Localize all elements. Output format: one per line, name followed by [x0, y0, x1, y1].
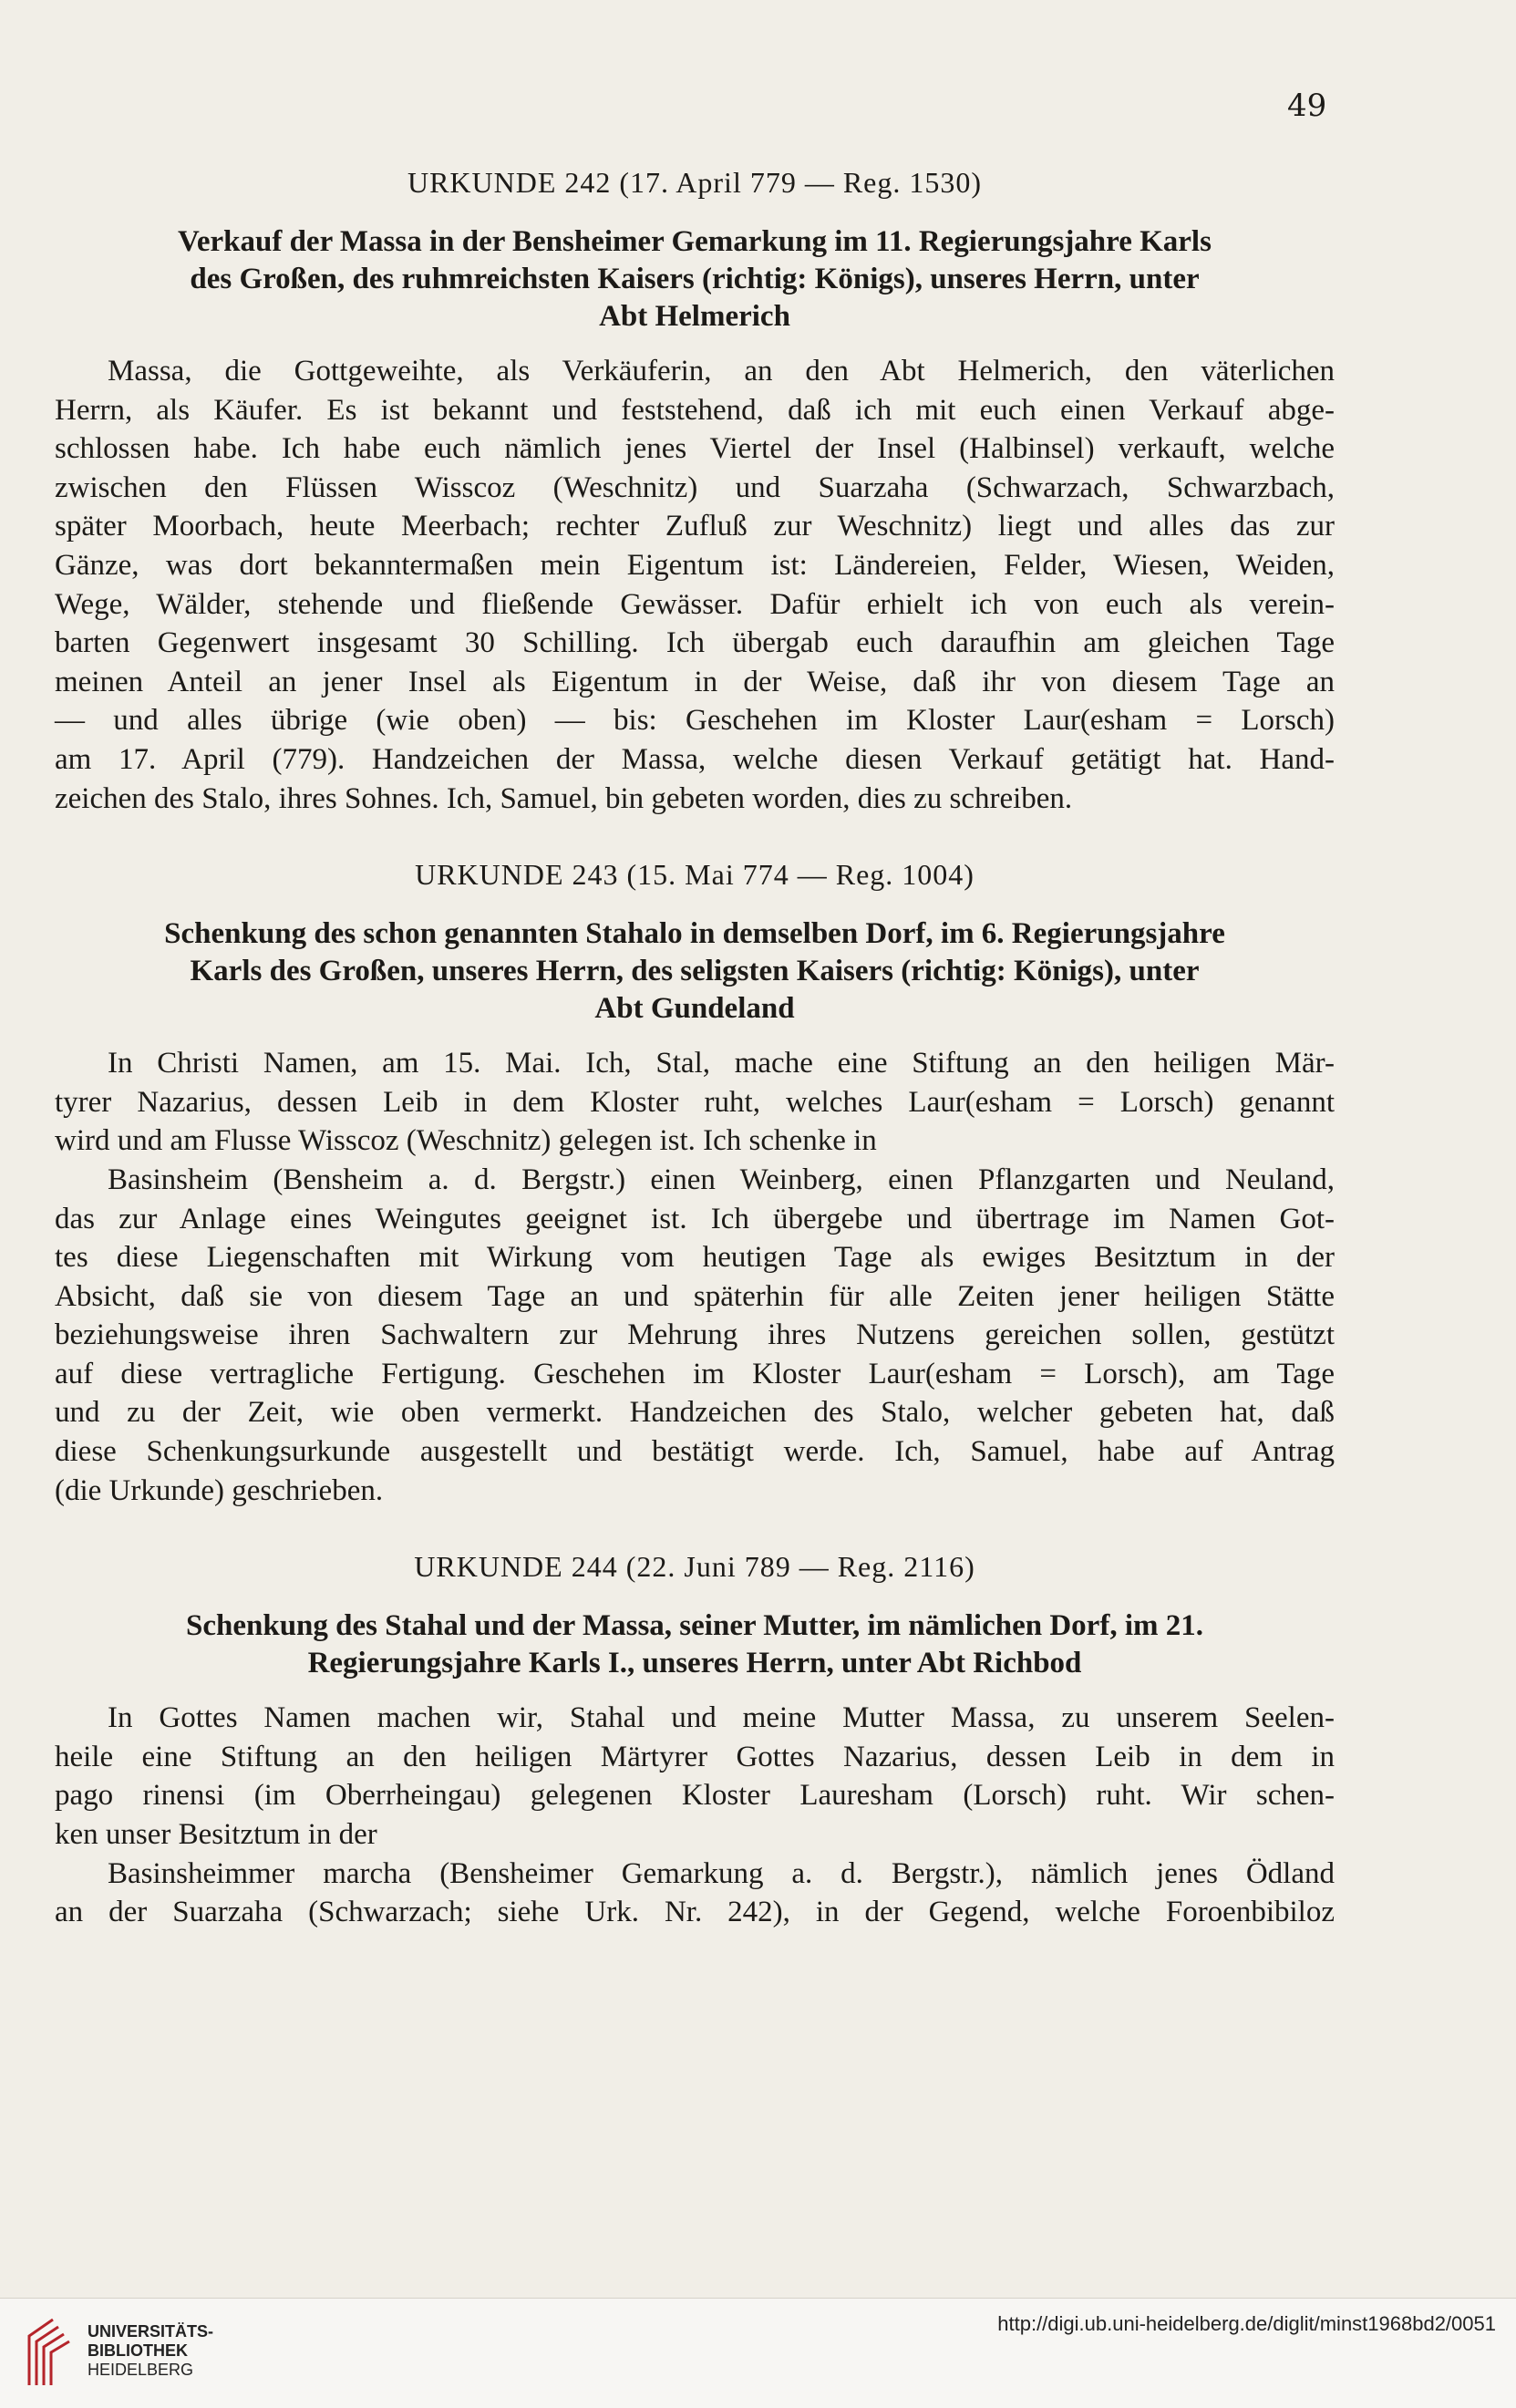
document-heading-244: URKUNDE 244 (22. Juni 789 — Reg. 2116) — [414, 1550, 975, 1584]
body-line: In Christi Namen, am 15. Mai. Ich, Stal, mache eine Stiftung an den heiligen Mär- — [108, 1047, 1335, 1080]
page-number: 49 — [1287, 88, 1327, 124]
document-title-242 — [55, 223, 1335, 336]
title-line: Verkauf der Massa in der Bensheimer Gemarkung im 11. Regierungsjahre Karls — [178, 225, 1212, 258]
body-line: tes diese Liegenschaften mit Wirkung vom heutigen Tage als ewiges Besitztum in der — [55, 1241, 1335, 1275]
body-line: das zur Anlage eines Weingutes geeignet ist. Ich übergebe und übertrage im Namen Got- — [55, 1202, 1335, 1235]
document-body-242 — [55, 352, 1335, 818]
document-body-243 — [55, 1044, 1335, 1510]
body-line: an der Suarzaha (Schwarzach; siehe Urk. Nr. 242), in der Gegend, welche Foroenbibiloz — [55, 1896, 1335, 1929]
body-line: ken unser Besitztum in der — [55, 1818, 377, 1852]
body-line: Absicht, daß sie von diesem Tage an und späterhin für alle Zeiten jener heiligen Stätte — [55, 1279, 1335, 1313]
title-line: Karls des Großen, unseres Herrn, des seligsten Kaisers (richtig: Königs), unter — [190, 955, 1200, 988]
body-line: zwischen den Flüssen Wisscoz (Weschnitz) und Suarzaha (Schwarzach, Schwarzbach, — [55, 470, 1335, 504]
body-line: auf diese vertragliche Fertigung. Geschehen im Kloster Laur(esham = Lorsch), am Tage — [55, 1357, 1335, 1390]
library-name — [88, 2322, 213, 2380]
title-line: Schenkung des Stahal und der Massa, seiner Mutter, im nämlichen Dorf, im 21. — [186, 1609, 1203, 1643]
body-line: — und alles übrige (wie oben) — bis: Geschehen im Kloster Laur(esham = Lorsch) — [55, 704, 1335, 738]
source-url-link[interactable]: http://digi.ub.uni-heidelberg.de/diglit/minst1968bd2/0051 — [997, 2312, 1496, 2335]
document-body-244 — [55, 1699, 1335, 1932]
document-title-244 — [55, 1607, 1335, 1682]
body-line: und zu der Zeit, wie oben vermerkt. Handzeichen des Stalo, welcher gebeten hat, daß — [55, 1396, 1335, 1430]
body-line: zeichen des Stalo, ihres Sohnes. Ich, Samuel, bin gebeten worden, dies zu schreiben. — [55, 781, 1073, 815]
body-line: Massa, die Gottgeweihte, als Verkäuferin, an den Abt Helmerich, den väterlichen — [108, 355, 1335, 388]
body-line: (die Urkunde) geschrieben. — [55, 1473, 384, 1507]
body-line: wird und am Flusse Wisscoz (Weschnitz) gelegen ist. Ich schenke in — [55, 1124, 877, 1158]
body-line: Herrn, als Käufer. Es ist bekannt und feststehend, daß ich mit euch einen Verkauf abge- — [55, 393, 1335, 427]
body-line: Basinsheimmer marcha (Bensheimer Gemarkung a. d. Bergstr.), nämlich jenes Ödland — [108, 1856, 1335, 1890]
body-line: Basinsheim (Bensheim a. d. Bergstr.) einen Weinberg, einen Pflanzgarten und Neuland, — [108, 1163, 1335, 1196]
body-line: schlossen habe. Ich habe euch nämlich jenes Viertel der Insel (Halbinsel) verkauft, welche — [55, 432, 1335, 466]
body-line: beziehungsweise ihren Sachwaltern zur Mehrung ihres Nutzens gereichen sollen, gestützt — [55, 1318, 1335, 1352]
document-title-243 — [55, 915, 1335, 1028]
library-line: BIBLIOTHEK — [88, 2341, 188, 2360]
title-line: des Großen, des ruhmreichsten Kaisers (richtig: Königs), unseres Herrn, unter — [190, 263, 1200, 295]
body-line: In Gottes Namen machen wir, Stahal und meine Mutter Massa, zu unserem Seelen- — [108, 1701, 1335, 1735]
document-heading-243: URKUNDE 243 (15. Mai 774 — Reg. 1004) — [415, 858, 975, 892]
body-line: diese Schenkungsurkunde ausgestellt und bestätigt werde. Ich, Samuel, habe auf Antrag — [55, 1435, 1335, 1469]
body-line: heile eine Stiftung an den heiligen Märtyrer Gottes Nazarius, dessen Leib in dem in — [55, 1740, 1335, 1773]
body-line: am 17. April (779). Handzeichen der Massa, welche diesen Verkauf getätigt hat. Hand- — [55, 742, 1335, 776]
body-line: Gänze, was dort bekanntermaßen mein Eigentum ist: Ländereien, Felder, Wiesen, Weiden, — [55, 548, 1335, 582]
title-line: Schenkung des schon genannten Stahalo in demselben Dorf, im 6. Regierungsjahre — [164, 917, 1225, 951]
title-line: Abt Gundeland — [594, 992, 795, 1026]
body-line: Wege, Wälder, stehende und fließende Gewässer. Dafür erhielt ich von euch als verein- — [55, 587, 1335, 621]
body-line: tyrer Nazarius, dessen Leib in dem Kloster ruht, welches Laur(esham = Lorsch) genannt — [55, 1085, 1335, 1119]
document-heading-242: URKUNDE 242 (17. April 779 — Reg. 1530) — [407, 166, 983, 199]
ub-heidelberg-logo-icon — [16, 2309, 75, 2396]
page-content — [55, 166, 1335, 1932]
title-line: Abt Helmerich — [599, 300, 790, 333]
title-line: Regierungsjahre Karls I., unseres Herrn, unter Abt Richbod — [307, 1647, 1082, 1680]
body-line: barten Gegenwert insgesamt 30 Schilling. Ich übergab euch daraufhin am gleichen Tage — [55, 626, 1335, 660]
library-line: HEIDELBERG — [88, 2361, 194, 2379]
library-line: UNIVERSITÄTS- — [88, 2322, 214, 2341]
body-line: meinen Anteil an jener Insel als Eigentum in der Weise, daß ihr von diesem Tage an — [55, 665, 1335, 698]
body-line: pago rinensi (im Oberrheingau) gelegenen Kloster Lauresham (Lorsch) ruht. Wir schen- — [55, 1779, 1335, 1813]
body-line: später Moorbach, heute Meerbach; rechter Zufluß zur Weschnitz) liegt und alles das zur — [55, 510, 1335, 543]
